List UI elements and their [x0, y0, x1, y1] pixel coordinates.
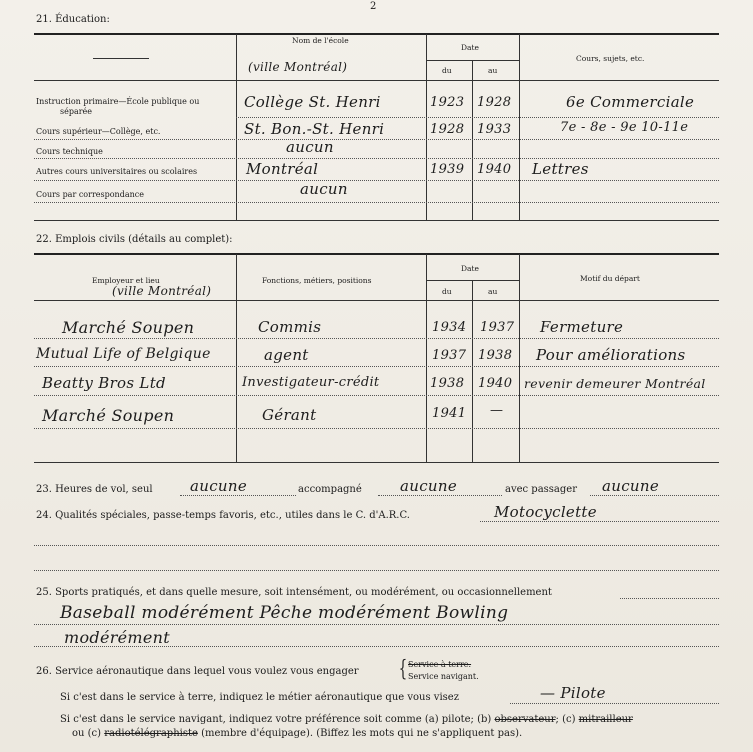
- row-dots: [34, 139, 719, 140]
- col-school-header: Nom de l'école: [292, 36, 349, 45]
- vrule-21-2: [426, 34, 427, 220]
- s23-value-b: aucune: [400, 477, 458, 495]
- col-employer-note: (ville Montréal): [112, 284, 212, 298]
- brace-icon: {: [398, 657, 408, 682]
- col-school-note: (ville Montréal): [248, 60, 348, 74]
- job-employer: Marché Soupen: [62, 318, 195, 337]
- row-dots: [236, 117, 719, 118]
- job-du: 1934: [432, 320, 467, 335]
- job-reason: revenir demeurer Montréal: [524, 376, 706, 391]
- table-top-rule: [34, 253, 719, 255]
- field-dots: [34, 570, 719, 571]
- s23-label-b: accompagné: [298, 484, 362, 495]
- row-dots: [34, 338, 719, 339]
- section-21-bottom-rule: [34, 220, 719, 221]
- s26-q2-observateur: observateur: [494, 714, 556, 725]
- col-date-header: Date: [461, 43, 479, 52]
- job-employer: Mutual Life of Belgique: [36, 346, 211, 362]
- vrule-22-4: [519, 254, 520, 462]
- job-au: —: [490, 403, 504, 418]
- job-du: 1938: [430, 376, 465, 391]
- job-function: Gérant: [262, 406, 317, 424]
- s26-q1: Si c'est dans le service à terre, indiquez le métier aéronautique que vous visez: [60, 692, 459, 703]
- job-du: 1937: [432, 348, 467, 363]
- s26-q2-c: ; (c): [555, 714, 576, 725]
- job-reason: Pour améliorations: [536, 346, 686, 364]
- s26-q2-line1: [60, 714, 633, 725]
- edu-au: 1940: [477, 162, 512, 177]
- s26-label: 26. Service aéronautique dans lequel vous voulez vous engager: [36, 666, 359, 677]
- s25-line2: modérément: [64, 628, 171, 647]
- job-employer: Marché Soupen: [42, 406, 175, 425]
- s26-q1-value: — Pilote: [540, 684, 606, 702]
- col-au-header: au: [488, 66, 498, 75]
- s26-q2-line2: [72, 728, 522, 739]
- job-au: 1937: [480, 320, 515, 335]
- edu-school: St. Bon.-St. Henri: [244, 120, 385, 138]
- col-du-header: du: [442, 287, 452, 296]
- col-date-header: Date: [461, 264, 479, 273]
- job-du: 1941: [432, 406, 467, 421]
- field-dots: [590, 495, 719, 496]
- s25-label: 25. Sports pratiqués, et dans quelle mesure, soit intensément, ou modérément, ou occasionnellement: [36, 587, 552, 598]
- field-dots: [34, 624, 719, 625]
- col-reason-header: Motif du départ: [580, 274, 640, 283]
- s24-value: Motocyclette: [494, 503, 597, 521]
- s23-value-c: aucune: [602, 477, 660, 495]
- edu-subjects: 7e - 8e - 9e 10-11e: [560, 120, 689, 135]
- job-reason: Fermeture: [540, 318, 624, 336]
- row-dots: [34, 395, 719, 396]
- header-dash: [93, 58, 149, 59]
- table-top-rule: [34, 33, 719, 35]
- job-function: agent: [264, 346, 309, 364]
- field-dots: [378, 495, 502, 496]
- s24-label: 24. Qualités spéciales, passe-temps favoris, etc., utiles dans le C. d'A.R.C.: [36, 510, 410, 521]
- edu-du: 1939: [430, 162, 465, 177]
- col-subjects-header: Cours, sujets, etc.: [576, 54, 645, 63]
- vrule-22-2: [426, 254, 427, 462]
- edu-row-label-2: séparée: [60, 107, 93, 116]
- section-21-title: 21. Éducation:: [36, 14, 110, 25]
- edu-row-label: Autres cours universitaires ou scolaires: [36, 167, 198, 176]
- job-au: 1940: [478, 376, 513, 391]
- s25-line1: Baseball modérément Pêche modérément Bowling: [60, 603, 509, 623]
- row-dots: [34, 202, 719, 203]
- edu-au: 1933: [477, 122, 512, 137]
- row-dots: [34, 366, 719, 367]
- edu-du: 1928: [430, 122, 465, 137]
- edu-du: 1923: [430, 95, 465, 110]
- field-dots: [34, 545, 719, 546]
- vrule-21-1: [236, 34, 237, 220]
- col-au-header: au: [488, 287, 498, 296]
- edu-school: Montréal: [246, 160, 319, 178]
- s26-q2-mitrailleur: mitrailleur: [578, 714, 633, 725]
- row-dots: [34, 180, 719, 181]
- section-22-title: 22. Emplois civils (détails au complet):: [36, 234, 233, 245]
- edu-school: Collège St. Henri: [244, 93, 381, 111]
- vrule-22-1: [236, 254, 237, 462]
- edu-subjects: 6e Commerciale: [566, 93, 695, 111]
- col-functions-header: Fonctions, métiers, positions: [262, 276, 372, 285]
- row-dots: [34, 428, 719, 429]
- job-function: Commis: [258, 318, 322, 336]
- section-22-bottom-rule: [34, 462, 719, 463]
- edu-subjects: Lettres: [532, 160, 589, 178]
- col-du-header: du: [442, 66, 452, 75]
- page-number: 2: [370, 1, 377, 12]
- s26-q2b-post: (membre d'équipage). (Biffez les mots qui ne s'appliquent pas).: [201, 728, 523, 739]
- field-dots: [620, 598, 719, 599]
- field-dots: [480, 521, 719, 522]
- edu-row-label: Cours supérieur—Collège, etc.: [36, 127, 161, 136]
- edu-row-label: Instruction primaire—École publique ou: [36, 97, 200, 106]
- s26-q2a: Si c'est dans le service navigant, indiquez votre préférence soit comme (a) pilote; (b): [60, 714, 492, 725]
- s26-q2b-radio: radiotélégraphiste: [104, 728, 198, 739]
- field-dots: [34, 646, 719, 647]
- edu-school: aucun: [286, 138, 334, 156]
- col-employer-header: Employeur et lieu: [92, 276, 160, 285]
- vrule-21-4: [519, 34, 520, 220]
- field-dots: [180, 495, 296, 496]
- vrule-21-3: [472, 60, 473, 220]
- edu-row-label: Cours par correspondance: [36, 190, 144, 199]
- edu-au: 1928: [477, 95, 512, 110]
- edu-row-label: Cours technique: [36, 147, 103, 156]
- s23-value-a: aucune: [190, 477, 248, 495]
- header-bottom-rule: [34, 80, 719, 81]
- vrule-22-3: [472, 280, 473, 462]
- job-au: 1938: [478, 348, 513, 363]
- job-employer: Beatty Bros Ltd: [42, 374, 166, 392]
- header-bottom-rule: [34, 300, 719, 301]
- s23-label-a: 23. Heures de vol, seul: [36, 484, 153, 495]
- edu-school: aucun: [300, 180, 348, 198]
- field-dots: [510, 703, 719, 704]
- row-dots: [34, 158, 719, 159]
- job-function: Investigateur-crédit: [242, 375, 380, 390]
- s26-opt2: Service navigant.: [408, 672, 479, 681]
- s23-label-c: avec passager: [505, 484, 577, 495]
- s26-q2b-pre: ou (c): [72, 728, 102, 739]
- s26-opt1: Service à terre.: [408, 660, 472, 669]
